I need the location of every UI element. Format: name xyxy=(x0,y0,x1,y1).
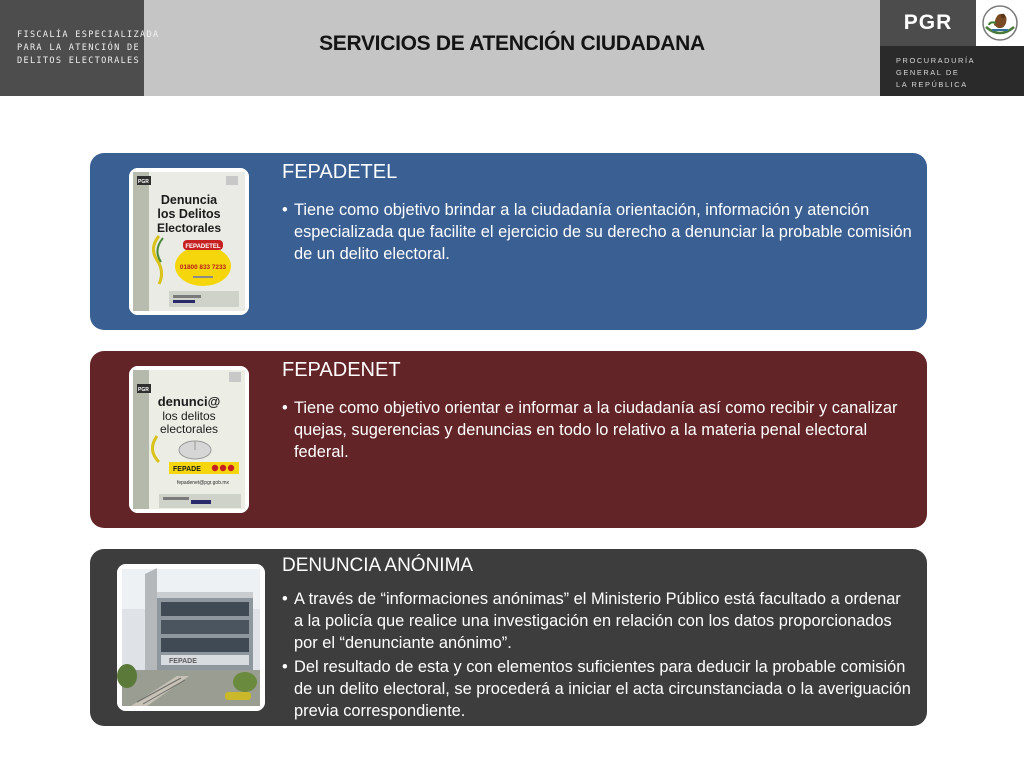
bullet-item xyxy=(282,588,914,654)
poster-line-1: Denuncia xyxy=(160,193,218,207)
poster-email: fepadenet@pgr.gob.mx xyxy=(176,480,230,486)
fepade-building-photo xyxy=(117,564,265,711)
poster-phone: 01800 833 7233 xyxy=(179,264,227,271)
org-name-line-1: FISCALÍA ESPECIALIZADA xyxy=(17,30,160,40)
fepadenet-title: FEPADENET xyxy=(282,359,401,381)
fepadetel-poster-image xyxy=(129,168,249,315)
fepadenet-description xyxy=(282,397,914,465)
bullet-item xyxy=(282,397,914,463)
svg-text:PGR: PGR xyxy=(138,179,149,185)
fepadenet-poster-image xyxy=(129,366,249,513)
mexican-seal-icon xyxy=(976,0,1024,46)
denuncia-anonima-title: DENUNCIA ANÓNIMA xyxy=(282,555,474,576)
bullet-dot: • xyxy=(282,590,288,608)
org-name-line-3: DELITOS ELECTORALES xyxy=(17,56,141,66)
bullet-text: A través de “informaciones anónimas” el Ministerio Público está facultado a ordenar a la policía que realice una investigación en relación con los datos proporcionados por el “denunciante anónimo”. xyxy=(294,590,901,652)
svg-text:PGR: PGR xyxy=(138,387,149,393)
fepadetel-card xyxy=(90,153,927,330)
bullet-item xyxy=(282,656,914,722)
fepadenet-card xyxy=(90,351,927,528)
poster-line-3: Electorales xyxy=(156,221,222,235)
bullet-dot: • xyxy=(282,399,288,417)
poster-line-2: los Delitos xyxy=(157,207,221,221)
poster-line-2: los delitos xyxy=(162,409,216,423)
bullet-dot: • xyxy=(282,201,288,219)
poster-badge: FEPADE xyxy=(173,466,201,473)
header-bar xyxy=(0,0,1024,96)
poster-line-3: electorales xyxy=(159,422,219,436)
building-sign: FEPADE xyxy=(169,658,197,665)
pgr-subtitle-line-1: PROCURADURÍA xyxy=(896,56,976,65)
bullet-dot: • xyxy=(282,658,288,676)
fepade-name-block xyxy=(0,0,160,96)
pgr-subtitle-line-2: GENERAL DE xyxy=(896,68,960,77)
bullet-text: Tiene como objetivo orientar e informar a la ciudadanía así como recibir y canalizar quejas, sugerencias y denuncias en todo lo relativo a la materia penal electoral federal. xyxy=(294,399,898,461)
bullet-text: Del resultado de esta y con elementos suficientes para deducir la probable comisión de un delito electoral, se procederá a iniciar el acta circunstanciada o la averiguación previa correspondiente. xyxy=(294,658,911,720)
page-title: SERVICIOS DE ATENCIÓN CIUDADANA xyxy=(319,32,705,55)
org-name-line-2: PARA LA ATENCIÓN DE xyxy=(17,43,141,53)
fepadetel-description xyxy=(282,199,914,267)
denuncia-anonima-description xyxy=(282,588,914,724)
pgr-logo-block xyxy=(880,0,1024,96)
bullet-item xyxy=(282,199,914,265)
pgr-subtitle-line-3: LA REPÚBLICA xyxy=(896,80,968,89)
poster-badge: FEPADETEL xyxy=(185,244,221,250)
fepadetel-title: FEPADETEL xyxy=(282,161,398,183)
poster-line-1: denunci@ xyxy=(157,394,221,409)
bullet-text: Tiene como objetivo brindar a la ciudadanía orientación, información y atención especializada que facilite el ejercicio de su derecho a denunciar la probable comisión de un delito electoral. xyxy=(294,201,912,263)
pgr-logo: PGR xyxy=(880,0,976,46)
denuncia-anonima-card xyxy=(90,549,927,726)
